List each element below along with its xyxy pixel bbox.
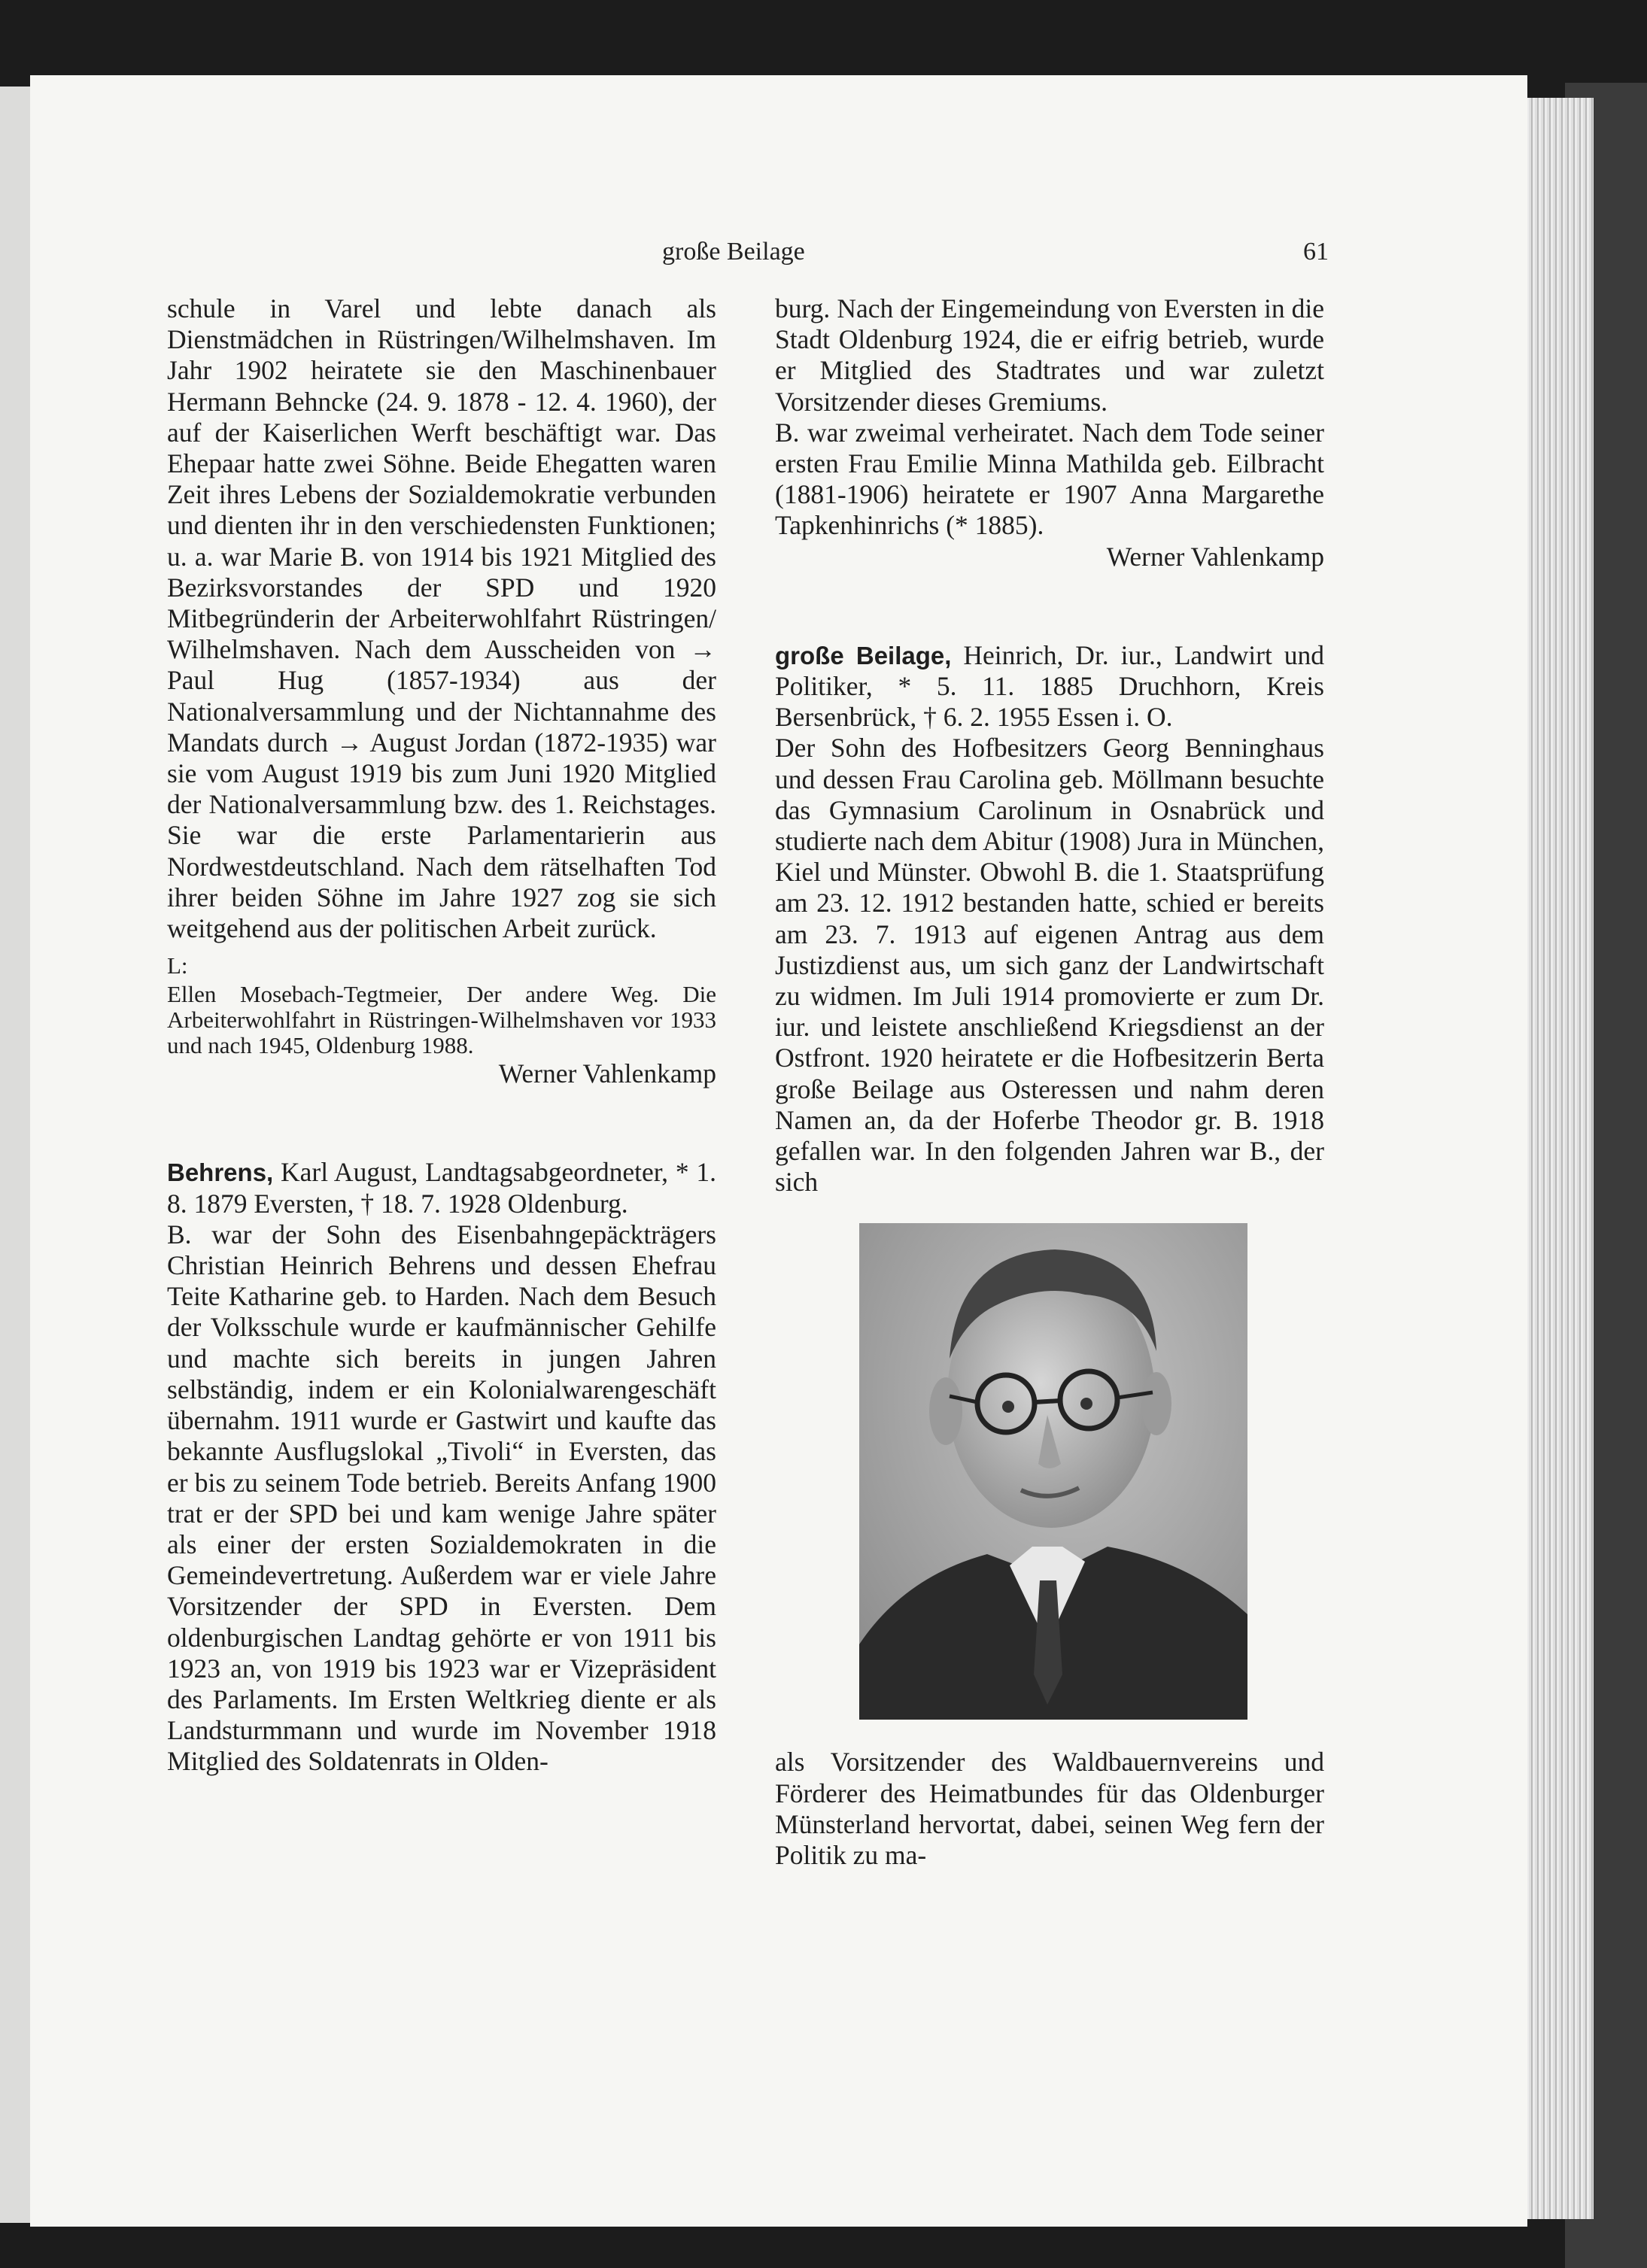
- right-column: [775, 293, 1324, 1871]
- headword: Behrens,: [167, 1158, 274, 1187]
- page-number: 61: [1303, 238, 1329, 266]
- paragraph: Der Sohn des Hofbesitzers Georg Benninghaus und dessen Frau Carolina geb. Möllmann besuchte das Gymnasium Carolinum in Osnabrück und studierte nach dem Abitur (1908) Jura in München, Kiel und Münster. Obwohl B. die 1. Staatsprüfung am 23. 12. 1912 bestanden hatte, schied er bereits am 23. 7. 1913 auf eigenen Antrag aus dem Justizdienst aus, um sich ganz der Landwirtschaft zu widmen. Im Juli 1914 promovierte er zum Dr. iur. und leistete anschließend Kriegsdienst an der Ostfront. 1920 heiratete er die Hofbesitzerin Berta große Beilage aus Osteressen und nahm deren Namen an, da der Hoferbe Theodor gr. B. 1918 gefallen war. In den folgenden Jahren war B., der sich: [775, 733, 1324, 1198]
- headword: große Beilage,: [775, 641, 952, 669]
- author-signature: Werner Vahlenkamp: [1106, 541, 1324, 572]
- entry-heading: [167, 1157, 716, 1219]
- paragraph: als Vorsitzender des Waldbauernvereins und Förderer des Heimatbundes für das Oldenburger Münsterland hervortat, dabei, seinen Weg fern der Politik zu ma-: [775, 1747, 1324, 1871]
- entry-heading: [775, 640, 1324, 733]
- previous-page-edge: [0, 87, 30, 2223]
- literature-text: Ellen Mosebach-Tegtmeier, Der andere Weg. Die Arbeiterwohlfahrt in Rüstringen-Wilhelmshaven vor 1933 und nach 1945, Oldenburg 1988.: [167, 981, 716, 1059]
- paragraph: burg. Nach der Eingemeindung von Eversten in die Stadt Oldenburg 1924, die er eifrig betrieb, wurde er Mitglied des Stadtrates und war zuletzt Vorsitzender dieses Gremiums.: [775, 293, 1324, 417]
- paragraph: B. war der Sohn des Eisenbahngepäckträgers Christian Heinrich Behrens und dessen Ehefrau Teite Katharine geb. to Harden. Nach dem Besuch der Volksschule wurde er kaufmännischer Gehilfe und machte sich bereits in jungen Jahren selbständig, indem er ein Kolonialwarengeschäft übernahm. 1911 wurde er Gastwirt und kaufte das bekannte Ausflugslokal „Tivoli“ in Eversten, das er bis zu seinem Tode betrieb. Bereits Anfang 1900 trat er der SPD bei und kam wenige Jahre später als einer der ersten Sozialdemokraten in die Gemeindevertretung. Außerdem war er viele Jahre Vorsitzender der SPD in Eversten. Dem oldenburgischen Landtag gehörte er von 1911 bis 1923 an, von 1919 bis 1923 war er Vizepräsident des Parlaments. Im Ersten Weltkrieg diente er als Landsturmmann und wurde im November 1918 Mitglied des Soldatenrats in Olden-: [167, 1219, 716, 1777]
- portrait-photo: [859, 1223, 1247, 1720]
- left-column: [167, 293, 716, 1778]
- literature-label: L:: [167, 952, 188, 979]
- spacer: [775, 572, 1324, 640]
- entry-intro: Heinrich, Dr. iur., Landwirt und Politiker, * 5. 11. 1885 Druchhorn, Kreis Bersenbrück, † 6. 2. 1955 Essen i. O.: [775, 639, 1324, 733]
- portrait-image: [859, 1223, 1247, 1720]
- paragraph: schule in Varel und lebte danach als Dienstmädchen in Rüstringen/Wilhelmshaven. Im Jahr 1902 heiratete sie den Maschinenbauer Hermann Behncke (24. 9. 1878 - 12. 4. 1960), der auf der Kaiserlichen Werft beschäftigt war. Das Ehepaar hatte zwei Söhne. Beide Ehegatten waren Zeit ihres Lebens der Sozialdemokratie verbunden und dienten ihr in den verschiedensten Funktionen; u. a. war Marie B. von 1914 bis 1921 Mitglied des Bezirksvorstandes der SPD und 1920 Mitbegründerin der Arbeiterwohlfahrt Rüstringen/ Wilhelmshaven. Nach dem Ausscheiden von → Paul Hug (1857-1934) aus der Nationalversammlung und der Nichtannahme des Mandats durch → August Jordan (1872-1935) war sie vom August 1919 bis zum Juni 1920 Mitglied der Nationalversammlung bzw. des 1. Reichstages. Sie war die erste Parlamentarierin aus Nordwestdeutschland. Nach dem rätselhaften Tod ihrer beiden Söhne im Jahre 1927 zog sie sich weitgehend aus der politischen Arbeit zurück.: [167, 293, 716, 944]
- running-header: [0, 233, 1647, 271]
- header-title: große Beilage: [662, 238, 805, 266]
- paragraph: B. war zweimal verheiratet. Nach dem Tode seiner ersten Frau Emilie Minna Mathilda geb. Eilbracht (1881-1906) heiratete er 1907 Anna Margarethe Tapkenhinrichs (* 1885).: [775, 417, 1324, 541]
- author-signature: Werner Vahlenkamp: [498, 1058, 716, 1089]
- spacer: [167, 1089, 716, 1157]
- entry-intro: Karl August, Landtagsabgeordneter, * 1. 8. 1879 Eversten, † 18. 7. 1928 Oldenburg.: [167, 1157, 716, 1219]
